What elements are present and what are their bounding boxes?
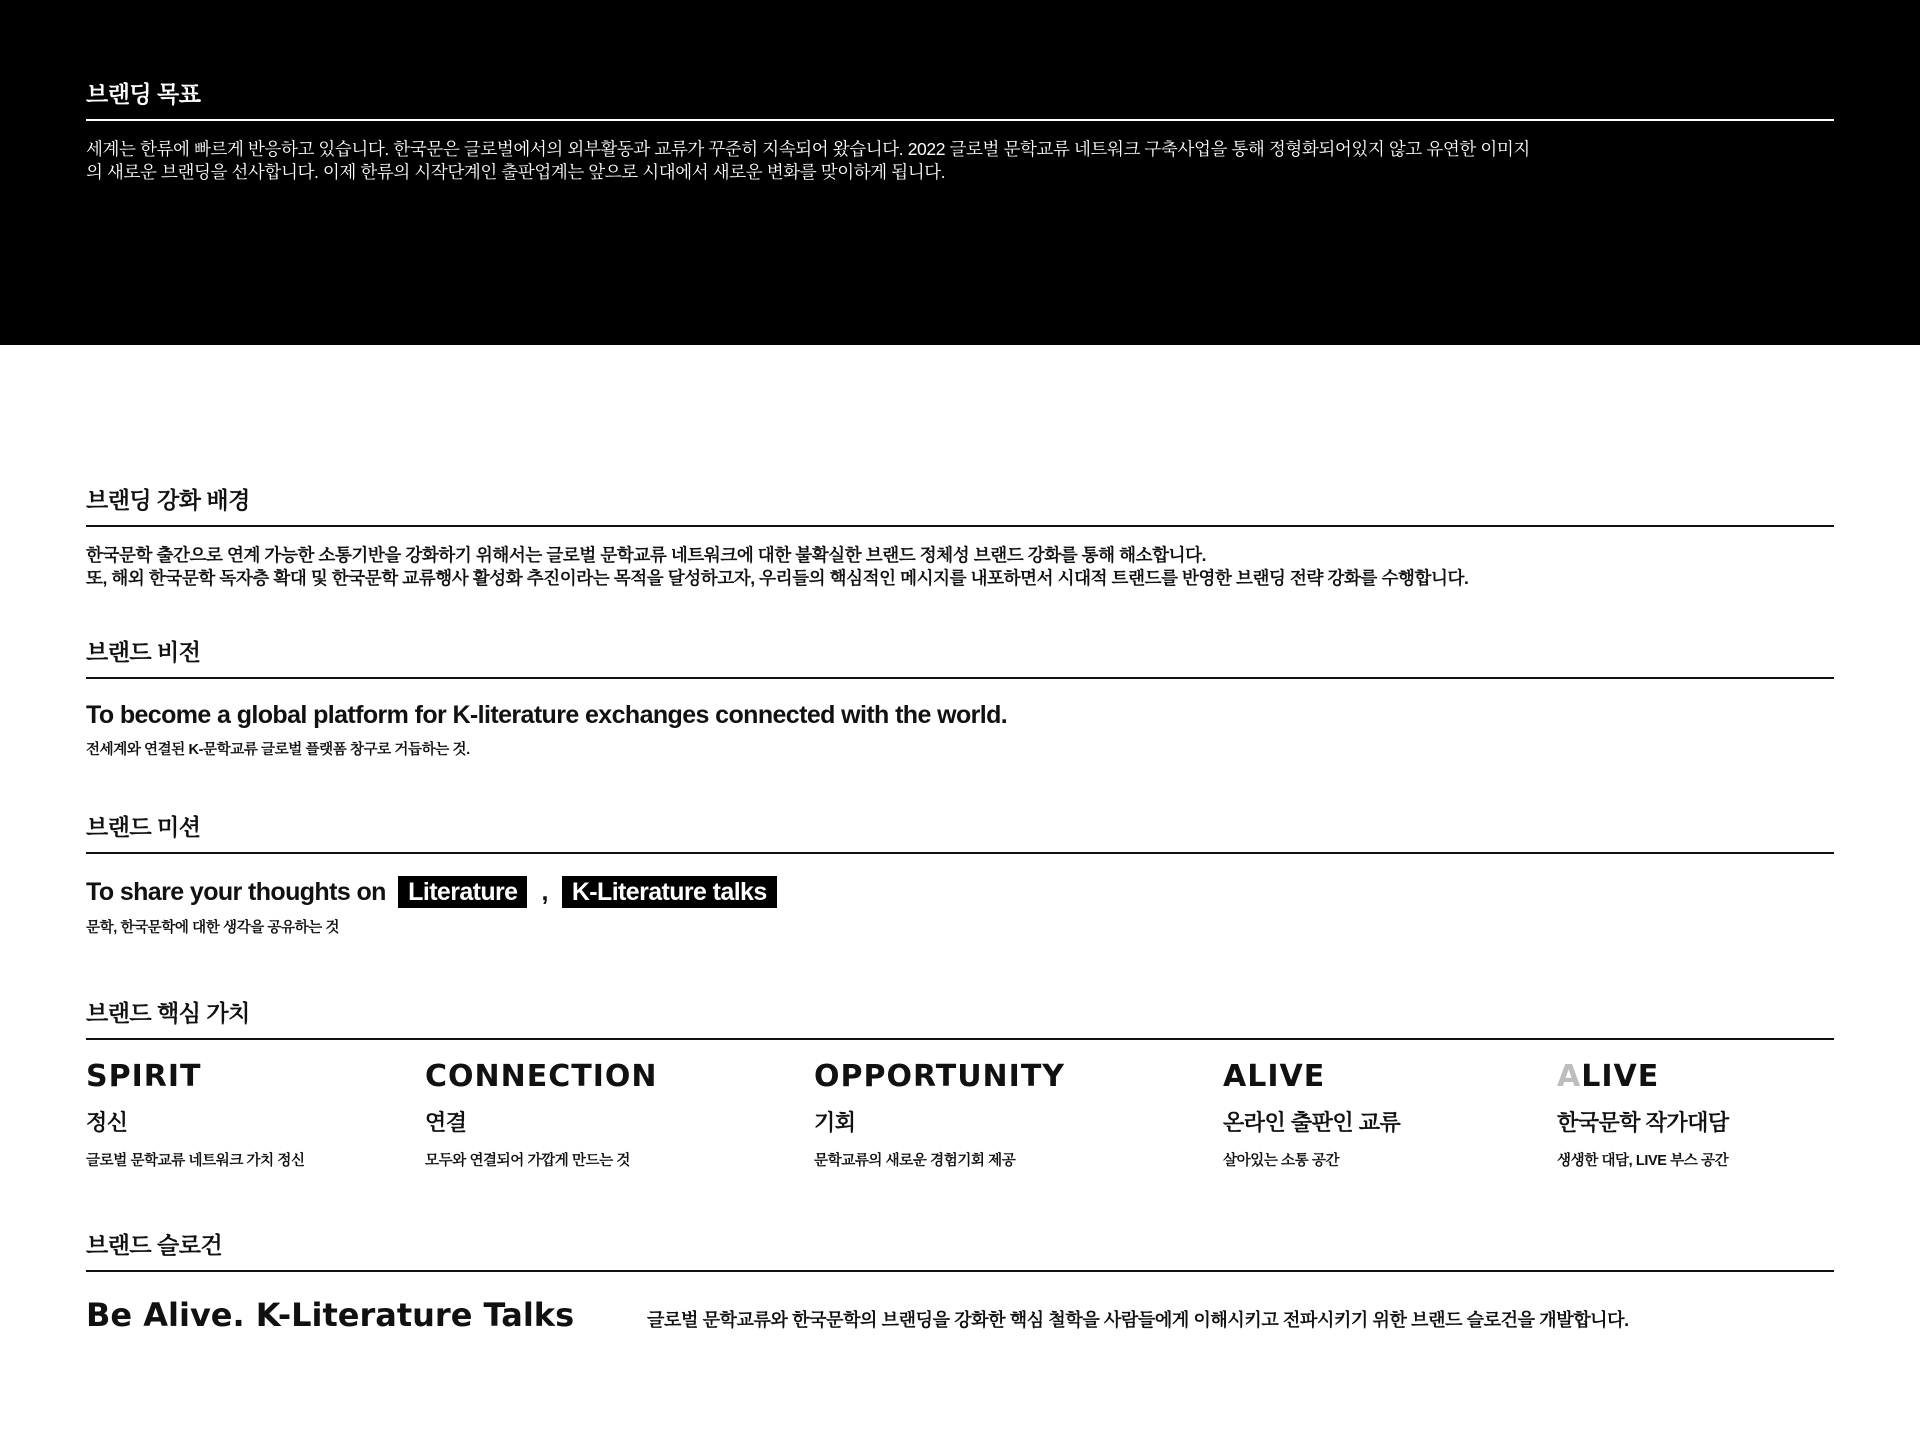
vision-heading: 브랜드 비전 (86, 634, 1834, 679)
value-opportunity-korean: 기회 (814, 1110, 856, 1135)
background-heading: 브랜딩 강화 배경 (86, 482, 1834, 527)
mission-korean: 문학, 한국문학에 대한 생각을 공유하는 것 (86, 920, 340, 936)
value-alive-exchange-title: ALIVE (1223, 1059, 1326, 1094)
value-alive-talk-korean: 한국문학 작가대담 (1557, 1110, 1729, 1135)
value-spirit-title: SPIRIT (86, 1059, 202, 1094)
value-alive-exchange (1223, 1060, 1400, 1170)
vision-korean: 전세계와 연결된 K-문학교류 글로벌 플랫폼 창구로 거듭하는 것. (86, 742, 470, 758)
value-spirit-korean: 정신 (86, 1110, 128, 1135)
values-section (86, 995, 1834, 1190)
background-section (86, 482, 1834, 590)
background-text (86, 544, 1834, 590)
slogan-korean: 글로벌 문학교류와 한국문학의 브랜딩을 강화한 핵심 철학을 사람들에게 이해시키고 전파시키기 위한 브랜드 슬로건을 개발합니다. (647, 1310, 1629, 1330)
values-heading: 브랜드 핵심 가치 (86, 995, 1834, 1040)
goal-block (86, 76, 1834, 184)
slogan-section (86, 1227, 1834, 1356)
value-connection-korean: 연결 (425, 1110, 467, 1135)
mission-statement (86, 876, 1834, 908)
value-connection (425, 1060, 657, 1170)
vision-statement: To become a global platform for K-literature exchanges connected with the world. (86, 701, 1008, 729)
background-line-2: 또, 해외 한국문학 독자층 확대 및 한국문학 교류행사 활성화 추진이라는 목적을 달성하고자, 우리들의 핵심적인 메시지를 내포하면서 시대적 트랜드를 반영한 브랜딩 전략 강화를 수행합니다. (86, 568, 1469, 588)
mission-tag-k-literature-talks: K-Literature talks (562, 876, 777, 908)
values-row (86, 1060, 1834, 1190)
slogan-english: Be Alive. K-Literature Talks (86, 1296, 575, 1334)
mission-section (86, 809, 1834, 937)
goal-line-2: 의 새로운 브랜딩을 선사합니다. 이제 한류의 시작단계인 출판업계는 앞으로 시대에서 새로운 변화를 맞이하게 됩니다. (86, 162, 946, 182)
value-spirit (86, 1060, 305, 1170)
value-alive-talk-desc: 생생한 대담, LIVE 부스 공간 (1557, 1153, 1729, 1169)
value-opportunity-title: OPPORTUNITY (814, 1059, 1066, 1094)
value-connection-title: CONNECTION (425, 1059, 658, 1094)
value-connection-desc: 모두와 연결되어 가깝게 만드는 것 (425, 1153, 631, 1169)
vision-section (86, 634, 1834, 759)
goal-text (86, 138, 1834, 184)
mission-tag-literature: Literature (398, 876, 527, 908)
background-line-1: 한국문학 출간으로 연계 가능한 소통기반을 강화하기 위해서는 글로벌 문학교류 네트워크에 대한 불확실한 브랜드 정체성 브랜드 강화를 통해 해소합니다. (86, 545, 1207, 565)
value-opportunity-desc: 문학교류의 새로운 경험기회 제공 (814, 1153, 1016, 1169)
value-opportunity (814, 1060, 1065, 1170)
value-alive-exchange-desc: 살아있는 소통 공간 (1223, 1153, 1340, 1169)
value-spirit-desc: 글로벌 문학교류 네트워크 가치 정신 (86, 1153, 305, 1169)
value-alive-talk-title-rest: LIVE (1581, 1059, 1660, 1094)
goal-heading: 브랜딩 목표 (86, 76, 1834, 121)
slogan-heading: 브랜드 슬로건 (86, 1227, 1834, 1272)
goal-section (0, 0, 1920, 345)
value-alive-exchange-korean: 온라인 출판인 교류 (1223, 1110, 1401, 1135)
mission-heading: 브랜드 미션 (86, 809, 1834, 854)
value-alive-talk (1557, 1060, 1729, 1170)
value-alive-talk-title (1557, 1060, 1729, 1094)
goal-line-1: 세계는 한류에 빠르게 반응하고 있습니다. 한국문은 글로벌에서의 외부활동과 교류가 꾸준히 지속되어 왔습니다. 2022 글로벌 문학교류 네트워크 구축사업을 통해 정형화되어있지 않고 유연한 이미지 (86, 139, 1530, 159)
slogan-row (86, 1296, 1834, 1356)
value-alive-talk-title-first-letter: A (1557, 1059, 1582, 1094)
mission-prefix: To share your thoughts on (86, 878, 386, 906)
mission-comma: , (541, 878, 548, 906)
